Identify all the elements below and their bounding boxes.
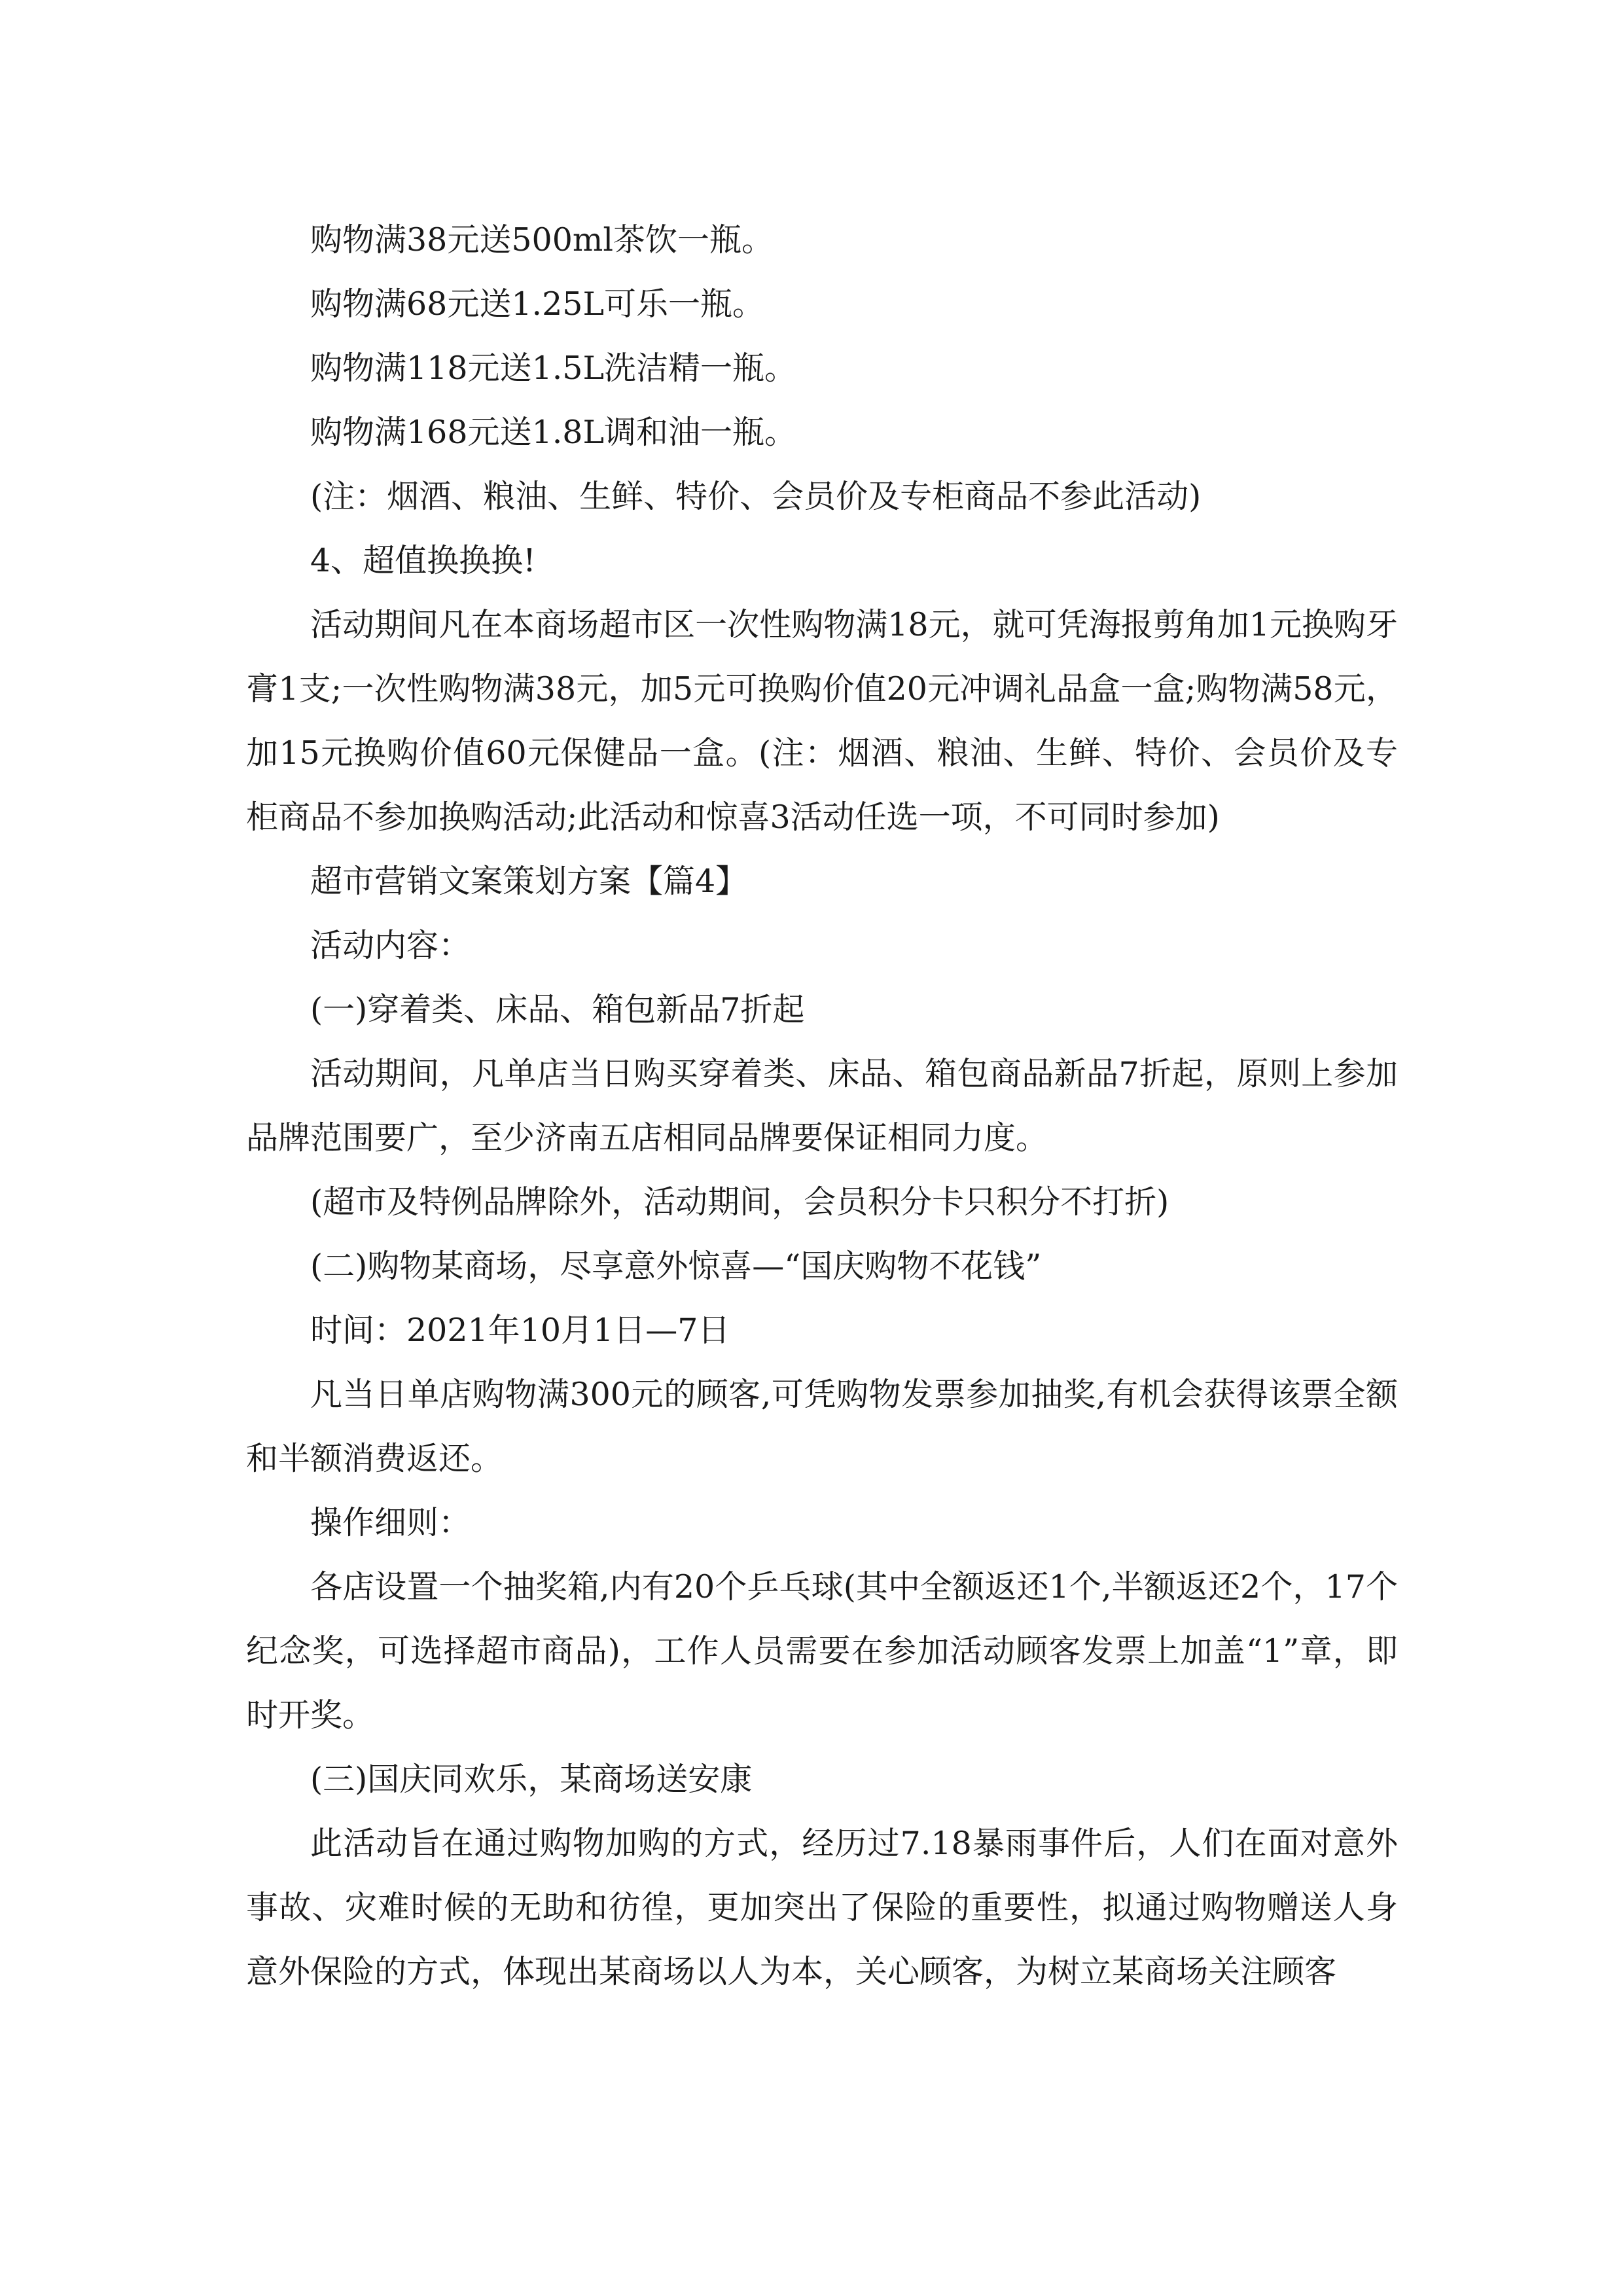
- paragraph-lottery-eligibility: 凡当日单店购物满300元的顾客,可凭购物发票参加抽奖,有机会获得该票全额和半额消费返还。: [246, 1376, 1398, 1477]
- paragraph-exchange-details: 活动期间凡在本商场超市区一次性购物满18元，就可凭海报剪角加1元换购牙膏1支;一次性购物满38元，加5元可换购价值20元冲调礼品盒一盒;购物满58元，加15元换购价值60元保健品一盒。(注：烟酒、粮油、生鲜、特价、会员价及专柜商品不参加换购活动;此活动和惊喜3活动任选一项，不可同时参加): [246, 606, 1398, 836]
- subheading-national-day-surprise: (二)购物某商场，尽享意外惊喜—“国庆购物不花钱”: [310, 1247, 1042, 1285]
- paragraph-operation-rules-label: 操作细则：: [310, 1504, 471, 1541]
- paragraph-lottery-box-details: 各店设置一个抽奖箱,内有20个乒乓球(其中全额返还1个,半额返还2个，17个纪念奖，可选择超市商品)，工作人员需要在参加活动顾客发票上加盖“1”章，即时开奖。: [246, 1568, 1398, 1734]
- paragraph-gift-68: 购物满68元送1.25L可乐一瓶。: [310, 285, 764, 323]
- section-title-part-4: 超市营销文案策划方案【篇4】: [310, 863, 748, 900]
- paragraph-discount-exclusions: (超市及特例品牌除外，活动期间，会员积分卡只积分不打折): [310, 1183, 1169, 1221]
- paragraph-activity-content-label: 活动内容：: [310, 927, 471, 964]
- document-body: [246, 208, 1398, 2004]
- subheading-national-day-safety: (三)国庆同欢乐，某商场送安康: [310, 1761, 753, 1798]
- paragraph-gift-168: 购物满168元送1.8L调和油一瓶。: [310, 414, 796, 451]
- paragraph-clothing-discount-details: 活动期间，凡单店当日购买穿着类、床品、箱包商品新品7折起，原则上参加品牌范围要广，至少济南五店相同品牌要保证相同力度。: [246, 1055, 1398, 1157]
- paragraph-gift-118: 购物满118元送1.5L洗洁精一瓶。: [310, 350, 796, 387]
- paragraph-insurance-activity: 此活动旨在通过购物加购的方式，经历过7.18暴雨事件后，人们在面对意外事故、灾难时候的无助和彷徨，更加突出了保险的重要性，拟通过购物赠送人身意外保险的方式，体现出某商场以人为本，关心顾客，为树立某商场关注顾客: [246, 1825, 1398, 1990]
- section-heading-exchange: 4、超值换换换!: [310, 542, 536, 579]
- paragraph-note-exclusions: (注：烟酒、粮油、生鲜、特价、会员价及专柜商品不参此活动): [310, 478, 1202, 515]
- subheading-clothing-discount: (一)穿着类、床品、箱包新品7折起: [310, 991, 805, 1028]
- paragraph-gift-38: 购物满38元送500ml茶饮一瓶。: [310, 221, 774, 259]
- paragraph-activity-time: 时间：2021年10月1日—7日: [310, 1312, 730, 1349]
